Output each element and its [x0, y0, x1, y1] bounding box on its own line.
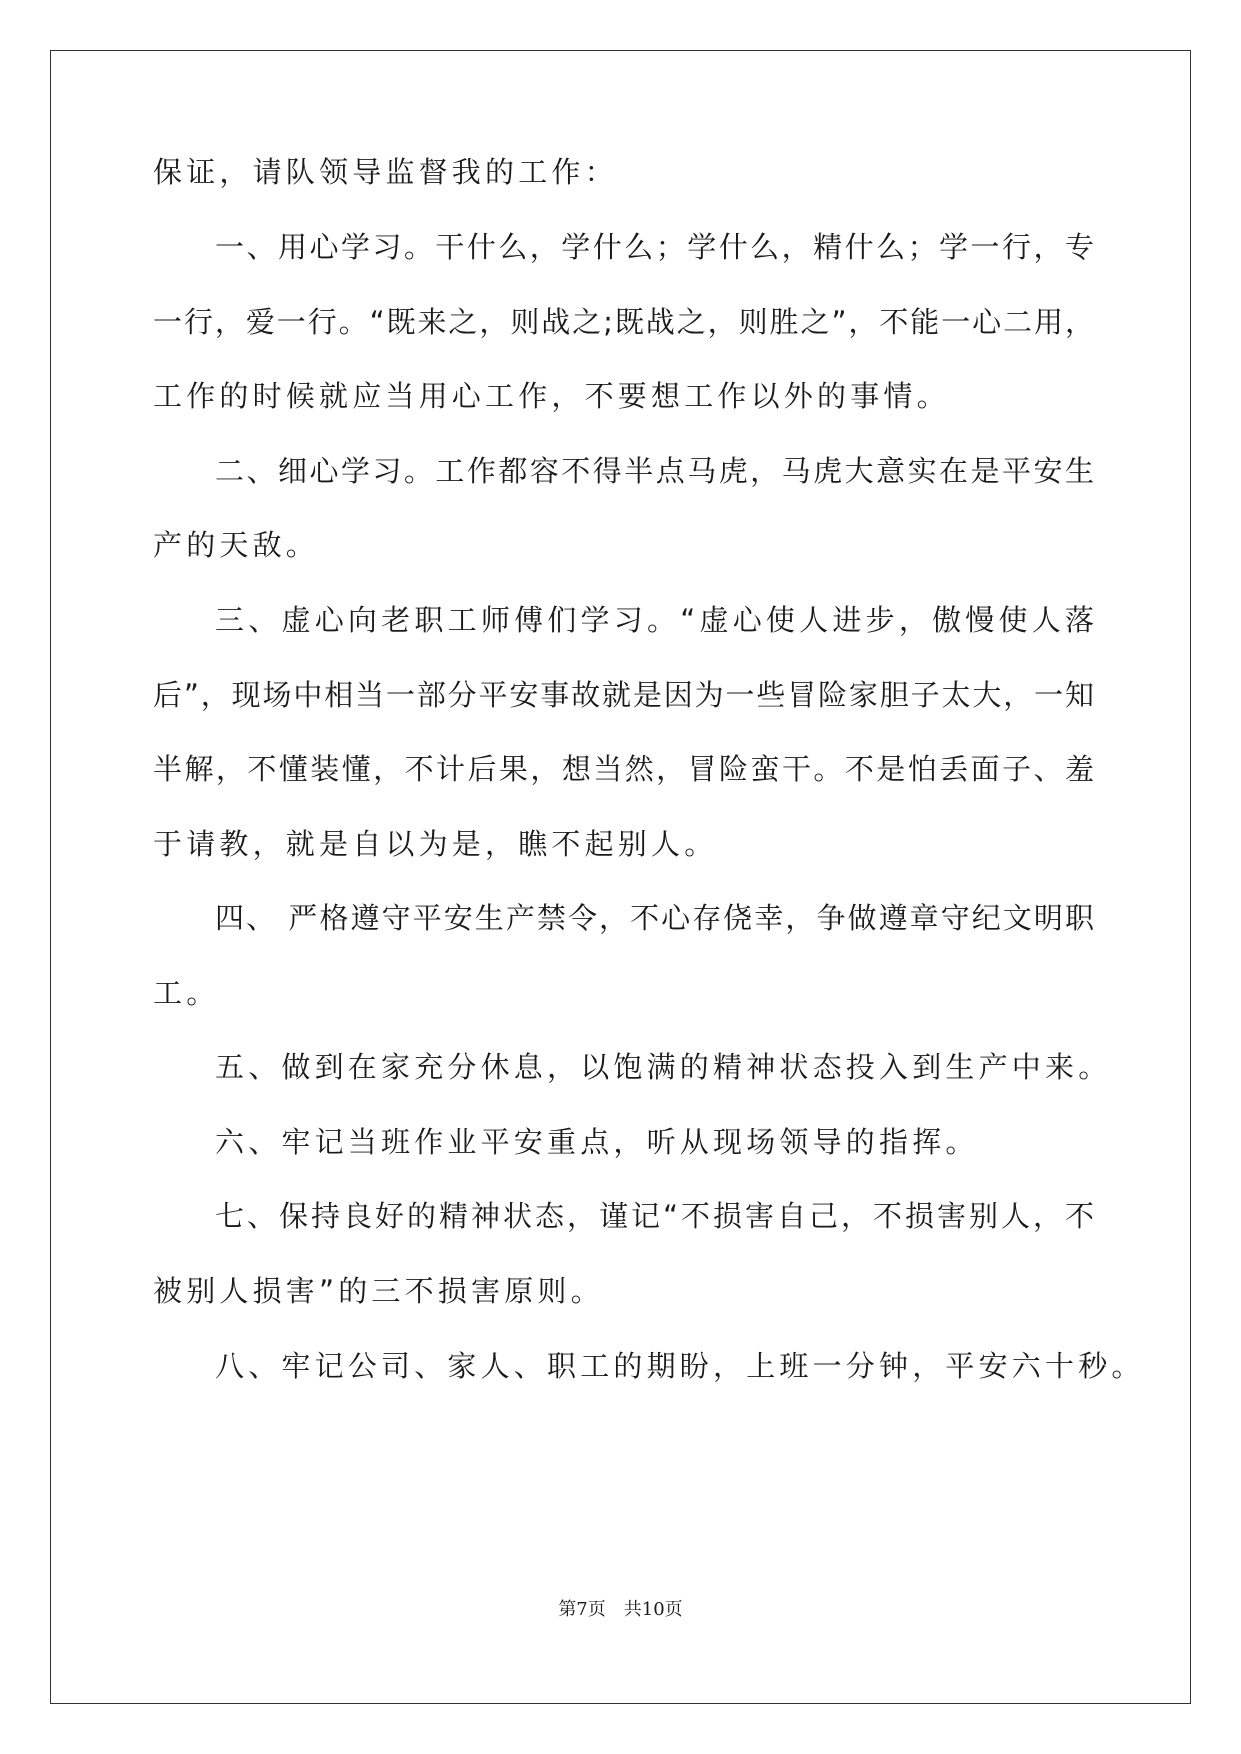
paragraph-first-line: 六、牢记当班作业平安重点，听从现场领导的指挥。: [215, 1125, 979, 1159]
body-line: 产的天敌。: [153, 528, 320, 562]
paragraph-first-line: 五、做到在家充分休息，以饱满的精神状态投入到生产中来。: [215, 1050, 1112, 1084]
paragraph-first-line: 八、牢记公司、家人、职工的期盼，上班一分钟，平安六十秒。: [215, 1349, 1145, 1383]
body-line: 工。: [153, 976, 220, 1010]
body-line: 半解，不懂装懂，不计后果，想当然，冒险蛮干。不是怕丢面子、羞: [153, 752, 1094, 786]
paragraph-first-line: 二、细心学习。工作都容不得半点马虎，马虎大意实在是平安生: [215, 454, 1094, 488]
body-line: 保证，请队领导监督我的工作：: [153, 155, 618, 189]
body-line: 于请教，就是自以为是，瞧不起别人。: [153, 827, 718, 861]
body-line: 后”，现场中相当一部分平安事故就是因为一些冒险家胆子太大，一知: [153, 678, 1094, 712]
paragraph-first-line: 四、 严格遵守平安生产禁令，不心存侥幸，争做遵章守纪文明职: [215, 901, 1094, 935]
page-number-footer: 第7页 共10页: [558, 1599, 683, 1620]
paragraph-first-line: 一、用心学习。干什么，学什么；学什么，精什么；学一行，专: [215, 230, 1094, 264]
paragraph-first-line: 七、保持良好的精神状态，谨记“不损害自己，不损害别人，不: [215, 1199, 1094, 1233]
body-line: 一行，爱一行。“既来之，则战之;既战之，则胜之”，不能一心二用，: [153, 305, 1094, 339]
body-line: 工作的时候就应当用心工作，不要想工作以外的事情。: [153, 379, 950, 413]
body-line: 被别人损害”的三不损害原则。: [153, 1274, 604, 1308]
paragraph-first-line: 三、虚心向老职工师傅们学习。“虚心使人进步，傲慢使人落: [215, 603, 1094, 637]
page-border: [50, 50, 1191, 1704]
